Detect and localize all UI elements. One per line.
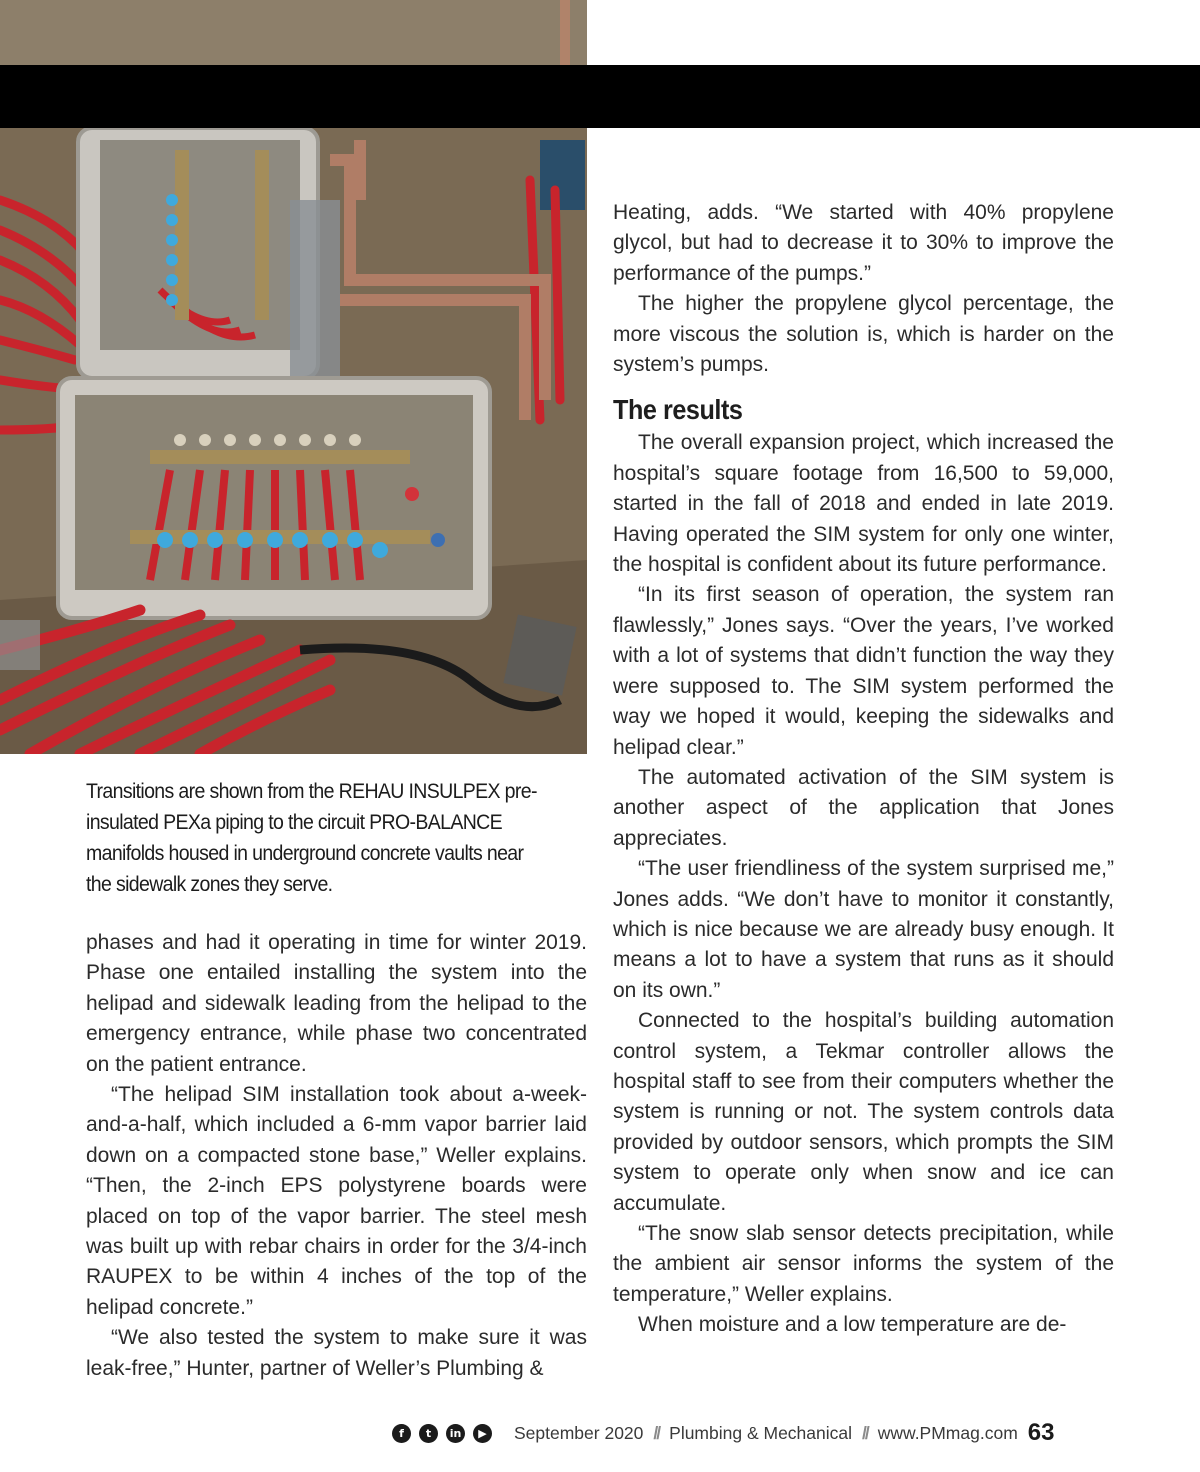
header-black-bar <box>0 65 1200 128</box>
section-heading: The results <box>613 394 743 426</box>
paragraph: “The user friendliness of the system surprised me,” Jones adds. “We don’t have to monitor it constantly, which is nice because we are already busy enough. It means a lot to have a system that runs as it should on its own.” <box>613 857 1114 1002</box>
caption-text: Transitions are shown from the REHAU INSULPEX pre-insulated PEXa piping to the circuit PRO-BALANCE manifolds housed in underground concrete vaults near the sidewalk zones they serve. <box>86 780 537 896</box>
paragraph: “We also tested the system to make sure it was leak-free,” Hunter, partner of Weller’s Plumbing & <box>86 1326 587 1380</box>
facebook-icon[interactable]: f <box>392 1424 411 1443</box>
photo-caption <box>86 776 551 900</box>
page-footer <box>392 1418 1122 1448</box>
paragraph: The higher the propylene glycol percentage, the more viscous the solution is, which is harder on the system’s pumps. <box>613 292 1114 377</box>
linkedin-icon[interactable]: in <box>446 1424 465 1443</box>
footer-separator: // <box>653 1422 660 1443</box>
right-column <box>613 198 1114 1341</box>
paragraph: The automated activation of the SIM system is another aspect of the application that Jones appreciates. <box>613 765 1114 850</box>
twitter-icon[interactable]: t <box>419 1424 438 1443</box>
footer-separator: // <box>862 1422 868 1443</box>
paragraph: phases and had it operating in time for winter 2019. Phase one entailed installing the system into the helipad and sidewalk leading from the helipad to the emergency entrance, while phase two concentrated on the patient entrance. <box>86 931 587 1076</box>
footer-publication: Plumbing & Mechanical <box>669 1422 853 1443</box>
paragraph: The overall expansion project, which increased the hospital’s square footage from 16,500 to 59,000, started in the fall of 2018 and ended in late 2019. Having operated the SIM system for only one winter, the hospital is confident about its future performance. <box>613 431 1114 577</box>
social-icons <box>392 1424 492 1443</box>
paragraph: “The snow slab sensor detects precipitation, while the ambient air sensor informs the system of the temperature,” Weller explains. <box>613 1222 1114 1306</box>
paragraph: “In its first season of operation, the system ran flawlessly,” Jones says. “Over the years, I’ve worked with a lot of systems that didn’t function the way they were supposed to. The SIM system performed the way we hoped it would, keeping the sidewalks and helipad clear.” <box>613 583 1114 759</box>
paragraph: Heating, adds. “We started with 40% propylene glycol, but had to decrease it to 30% to improve the performance of the pumps.” <box>613 201 1114 285</box>
top-white-strip <box>587 0 1200 65</box>
footer-website[interactable]: www.PMmag.com <box>877 1422 1018 1443</box>
paragraph: “The helipad SIM installation took about a-week-and-a-half, which included a 6-mm vapor barrier laid down on a compacted stone base,” Weller explains. “Then, the 2-inch EPS polystyrene boards were placed on top of the vapor barrier. The steel mesh was built up with rebar chairs in order for the 3/4-inch RAUPEX to be within 4 inches of the top of the helipad concrete.” <box>86 1083 587 1319</box>
footer-date: September 2020 <box>514 1422 644 1443</box>
youtube-icon[interactable]: ▶ <box>473 1424 492 1443</box>
left-column <box>86 928 587 1384</box>
paragraph: When moisture and a low temperature are de- <box>638 1313 1067 1337</box>
paragraph: Connected to the hospital’s building automation control system, a Tekmar controller allows the hospital staff to see from their computers whether the system is running or not. The system controls data provided by outdoor sensors, which prompts the SIM system to operate only when snow and ice can accumulate. <box>613 1009 1114 1215</box>
page-number: 63 <box>1027 1419 1055 1446</box>
